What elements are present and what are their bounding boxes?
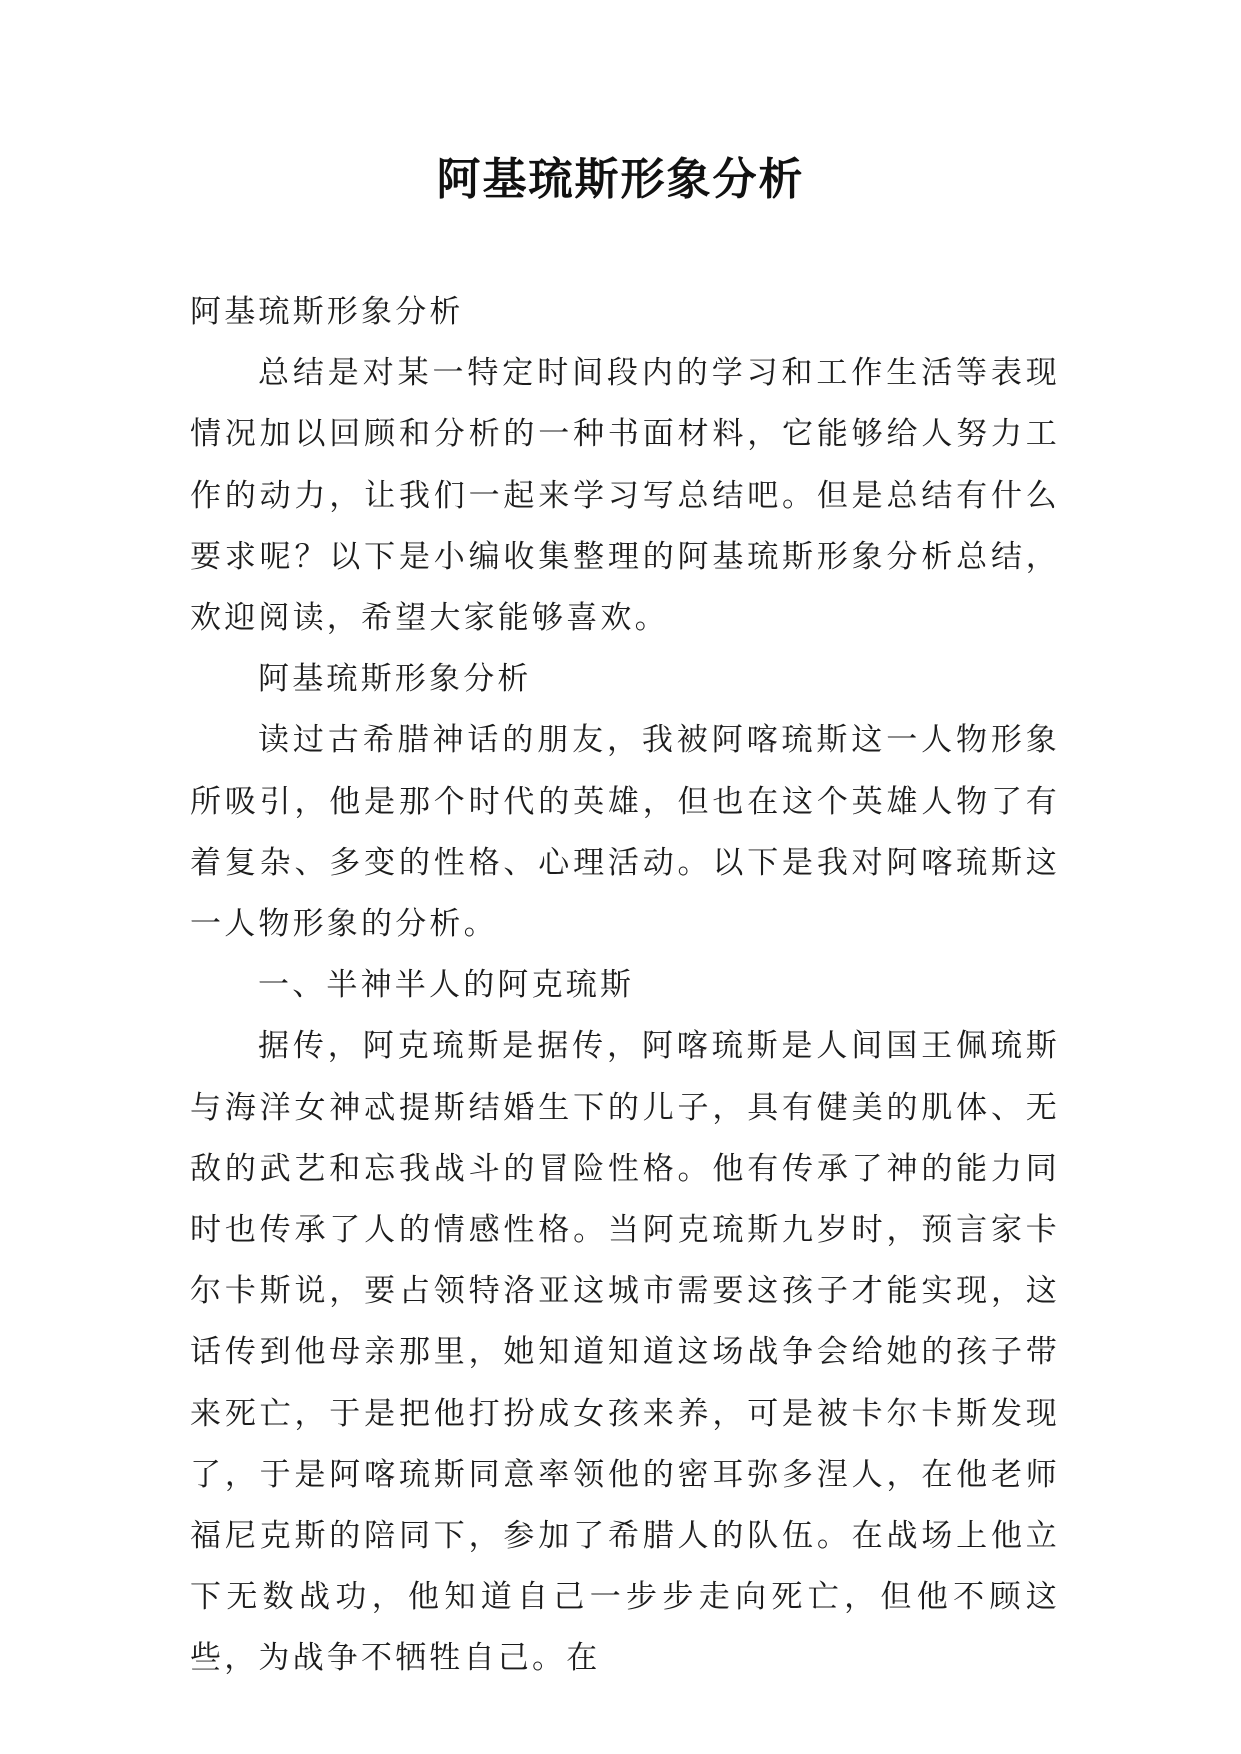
document-body (190, 282, 1060, 1690)
section-heading-demigod: 一、半神半人的阿克琉斯 (258, 967, 635, 1004)
paragraph-legend: 据传，阿克琉斯是据传，阿喀琉斯是人间国王佩琉斯与海洋女神忒提斯结婚生下的儿子，具有健美的肌体、无敌的武艺和忘我战斗的冒险性格。他有传承了神的能力同时也传承了人的情感性格。当阿克琉斯九岁时，预言家卡尔卡斯说，要占领特洛亚这城市需要这孩子才能实现，这话传到他母亲那里，她知道知道这场战争会给她的孩子带来死亡，于是把他打扮成女孩来养，可是被卡尔卡斯发现了，于是阿喀琉斯同意率领他的密耳弥多涅人，在他老师福尼克斯的陪同下，参加了希腊人的队伍。在战场上他立下无数战功，他知道自己一步步走向死亡，但他不顾这些，为战争不牺牲自己。在 (190, 1028, 1060, 1677)
paragraph-reading: 读过古希腊神话的朋友，我被阿喀琉斯这一人物形象所吸引，他是那个时代的英雄，但也在这个英雄人物了有着复杂、多变的性格、心理活动。以下是我对阿喀琉斯这一人物形象的分析。 (190, 722, 1060, 943)
document-subtitle: 阿基琉斯形象分析 (190, 294, 464, 330)
paragraph-intro: 总结是对某一特定时间段内的学习和工作生活等表现情况加以回顾和分析的一种书面材料，它能够给人努力工作的动力，让我们一起来学习写总结吧。但是总结有什么要求呢？以下是小编收集整理的阿基琉斯形象分析总结，欢迎阅读，希望大家能够喜欢。 (190, 355, 1060, 637)
document-title: 阿基琉斯形象分析 (436, 154, 805, 205)
section-heading: 阿基琉斯形象分析 (258, 661, 532, 698)
